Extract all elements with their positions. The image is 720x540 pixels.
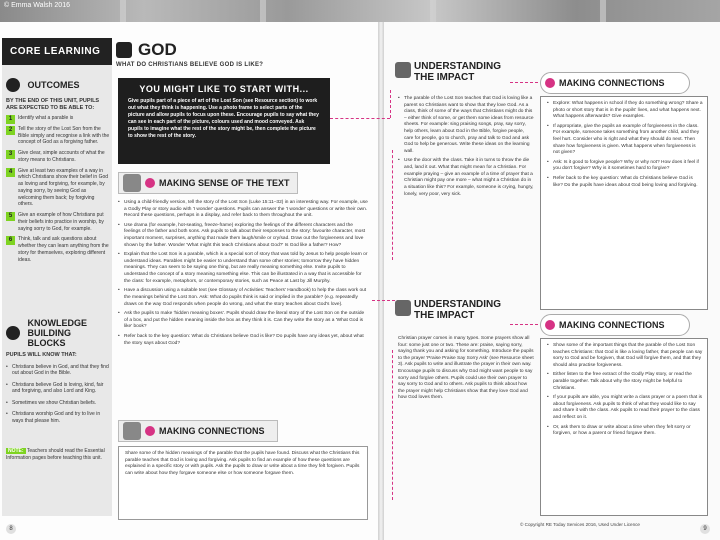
page-number-left: 8 — [6, 524, 16, 534]
making-connections-body-right-2 — [547, 343, 703, 441]
book-icon — [123, 174, 141, 192]
list-item: • Have a discussion using a suitable text (see Glossary of Activities: Teachers' Handbook) to help the class work out the meanings behind the Lost Son. Ask: What do pupils think is said or implied in the parable? (e.g. repeatedly draws on the way God responds when people do wrong, and what the story teaches about God's love). — [118, 288, 368, 308]
list-item: • Use the door with the class. Take it in turns to throw the die and, land it out. What that might mean for a Christian. For example praying – give an example of a time of prayer that a Christian might pay one more – what might a Christian do in a situation like this? For example, someone is crying, hungry, lonely, very poor, very sick. — [398, 158, 534, 198]
outcome-item: 6 Think, talk and ask questions about whether they can learn anything from the story for themselves, exploring different ideas. — [6, 236, 110, 263]
connections-icon — [123, 422, 141, 440]
copyright-top: © Emma Walsh 2016 — [4, 2, 70, 9]
bullet-dot-icon — [145, 178, 155, 188]
list-item: • The parable of the Lost Son teaches that God is loving like a parent so Christians want to show that they love God. As a class, think of some of the ways that Christians might do this – either think of some, or get them some ideas from resource sheets. For example: sing praising songs, pray, say sorry, help others, learn about God in the Bible, forgive people, care for people, go to church, pray and talk to God and ask God to help be generous. Write these ideas on the learning wall. — [398, 96, 534, 155]
blocks-icon — [6, 326, 20, 340]
lightbulb-icon — [395, 62, 411, 78]
page-number-right: 9 — [700, 524, 710, 534]
outcome-item: 1 Identify what a parable is — [6, 115, 110, 122]
flow-arrow — [330, 118, 390, 119]
kb-item: • Christians worship God and try to live in ways that please him. — [6, 411, 110, 424]
start-with-box — [118, 78, 330, 164]
start-with-text: Give pupils part of a piece of art of the Lost Son (see Resource section) to work out what they think is happening. Use a photo frame to select parts of the picture and allow pupils to focus upon these. Encourage pupils to say what they can see in each part of the picture, colours used and mood conveyed. Ask pupils to imagine what the rest of the story might be, then complete the picture to show the rest of the story. — [128, 98, 319, 139]
understanding-impact-title-2: UNDERSTANDING THE IMPACT — [414, 299, 502, 321]
outcome-item: 3 Give clear, simple accounts of what the story means to Christians. — [6, 150, 110, 164]
start-with-title: YOU MIGHT LIKE TO START WITH... — [139, 84, 309, 94]
unit-icon — [116, 42, 132, 58]
unit-title: GOD — [138, 40, 177, 59]
making-connections-title-right-2: MAKING CONNECTIONS — [559, 320, 665, 330]
list-item: • If your pupils are able, you might write a class prayer or a poem that is about forgiveness. Ask pupils to think of what they would like to say and share it with the class. Ask pupils to read their prayer to the class and reflect on it. — [547, 395, 703, 421]
bullet-dot-icon — [545, 78, 555, 88]
list-item: • Explore: What happens in school if they do something wrong? Share a photo or short story that is in the pupils' lives, and what happens next. What happens afterwards? Give examples. — [547, 101, 703, 121]
list-item: • Or, ask them to draw or write about a time when they felt sorry or forgiven, or how a parent or friend forgave them. — [547, 425, 703, 438]
making-sense-title: MAKING SENSE OF THE TEXT — [159, 178, 290, 188]
understanding-impact-title-1: UNDERSTANDING THE IMPACT — [414, 61, 502, 83]
flow-arrow — [392, 350, 393, 500]
making-connections-box-right-1 — [540, 96, 708, 310]
list-item: • Explain that the Lost Son is a parable, which is a special sort of story that was told by Jesus to help people learn or understand ideas. Parables might be easier to understand than some other stories; tomorrow they have hidden meanings. They can seem to be saying one thing, but are really meaning something else. Invite pupils to understand the concept of a story meaning something else. This can be illustrated in a way that is accessible for the class: for example, metaphors, or contemporary stories, such as Peace at Last by Jill Murphy. — [118, 252, 368, 285]
list-item: • Show some of the important things that the parable of the Lost Son teaches Christians: that God is like a loving father, that people can say sorry to God and be forgiven, that God will forgive them, and that they should also practise forgiveness. — [547, 343, 703, 369]
core-learning-sidebar — [2, 38, 112, 516]
knowledge-building-section — [6, 318, 110, 424]
teacher-note — [6, 448, 110, 462]
list-item: • Using a child-friendly version, tell the story of the Lost Son (Luke 15:11–32) in an interesting way. For example, use a Godly Play or story audio with 'I wonder' questions. Pupils can answer the 'I wonder' questions or write their own. Record these questions, perhaps in a display, and refer back to them throughout the unit. — [118, 200, 368, 220]
kb-item: • Christians believe in God, and that they find out about God in the Bible. — [6, 364, 110, 377]
making-connections-title-left: MAKING CONNECTIONS — [159, 426, 265, 436]
making-connections-text-left: Share some of the hidden meanings of the parable that the pupils have found. Discuss what the Christians this parable teaches that God is loving and forgiving. Ask pupils to find an example of how these questions are explained in a specific story or with pupils. Ask the pupils to draw or write about a time they felt forgiven. Pupils can write about how they forgave someone else or how someone forgave them. — [125, 451, 360, 476]
core-learning-header: CORE LEARNING — [2, 38, 112, 65]
making-connections-header-left — [118, 420, 278, 442]
target-icon — [6, 78, 20, 92]
list-item: • Use drama (for example, hot-seating, freeze-frame) exploring the feelings of the different characters and the feelings of the father and both sons. Ask pupils to talk about their responses to the story: favourite character, most important moment, surprises, anything that made them laugh/smile or cry/sad. Draw out the forgiveness and love shown by the father. Wonder 'What might this teach Christians about God?' Is God like a father? How? — [118, 223, 368, 249]
list-item: • Refer back to the key question: What do Christians believe God is like? Do the pupils have ideas about God being loving and forgiving. — [547, 176, 703, 189]
making-connections-title-right-1: MAKING CONNECTIONS — [559, 78, 665, 88]
outcomes-title: OUTCOMES — [27, 79, 80, 90]
understanding-impact-body-1 — [398, 96, 534, 201]
outcomes-subtitle: BY THE END OF THIS UNIT, PUPILS ARE EXPECTED TO BE ABLE TO: — [6, 98, 100, 111]
list-item: • Ask: Is it good to forgive people? Why or why not? How does it feel if you don't forgive? Why is it sometimes hard to forgive? — [547, 160, 703, 173]
bullet-dot-icon — [545, 320, 555, 330]
list-item: • If appropriate, give the pupils an example of forgiveness in the class. For example, someone takes something from another child, and they feel hurt. Consider who is right and what they should do next. Then share how forgiveness is given. What happens when forgiveness is not given? — [547, 124, 703, 157]
outcome-item: 5 Give an example of how Christians put their beliefs into practice in worship, by saying sorry to God, for example. — [6, 212, 110, 232]
making-connections-header-right-2 — [540, 314, 690, 336]
list-item: • Ask the pupils to make 'hidden meaning boxes'. Pupils should draw the literal story of the Lost Son on the outside of a box, and put the hidden meaning inside the box as they think it is. Can they write the story as a 'What God is like' book? — [118, 311, 368, 331]
flow-arrow — [510, 324, 538, 325]
note-text: Teachers should read the Essential Information pages before teaching this unit. — [6, 448, 105, 461]
making-connections-body-right-1 — [547, 101, 703, 192]
kb-item: • Sometimes we show Christian beliefs. — [6, 400, 110, 407]
making-connections-box-left — [118, 446, 368, 520]
list-item: • Refer back to the key question: What do Christians believe God is like? Do pupils have any ideas yet, about what the story says about God? — [118, 334, 368, 347]
lightbulb-icon — [395, 300, 411, 316]
kb-title: KNOWLEDGE BUILDING BLOCKS — [27, 318, 87, 348]
book-gutter — [378, 22, 384, 540]
kb-subtitle: PUPILS WILL KNOW THAT: — [6, 352, 77, 358]
note-label: NOTE: — [8, 448, 24, 454]
understanding-impact-body-2: Christian prayer comes in many types. Some prayers show all four: some just one or two. These are: praise, saying sorry, saying thank you and asking for something. Introduce the pupils to the prayer 'Praise Praise Say Sorry Ask' (see Resource sheet 3). Ask pupils to write and illustrate the prayer in their own way. Encourage pupils to discuss why God might want people to say sorry and forgive others. Pupils could use their own prayer to say sorry to God and to others. Ask pupils to think about how the prayer might help Christians show that they love God and how God loves them. — [398, 336, 534, 401]
outcome-item: 4 Give at least two examples of a way in which Christians show their belief in God as loving and forgiving, for example, by saying sorry, by seeing God as welcoming them back; by forgiving others. — [6, 168, 110, 209]
outcomes-section — [6, 76, 110, 263]
flow-arrow — [510, 82, 538, 83]
kb-item: • Christians believe God is loving, kind, fair and forgiving, and also Lord and King. — [6, 382, 110, 395]
list-item: • Either listen to the free extract of the Godly Play story, or read the parable together. Talk about why the story might be helpful to Christians. — [547, 372, 703, 392]
making-sense-body — [118, 200, 368, 350]
footer-copyright: © Copyright RE Today Services 2016, Used Under Licence — [520, 522, 640, 527]
unit-subtitle: WHAT DO CHRISTIANS BELIEVE GOD IS LIKE? — [116, 62, 264, 68]
flow-arrow — [390, 90, 391, 118]
making-connections-header-right-1 — [540, 72, 690, 94]
making-sense-header — [118, 172, 298, 194]
bullet-dot-icon — [145, 426, 155, 436]
outcome-item: 2 Tell the story of the Lost Son from the Bible simply and recognise a link with the concept of God as a forgiving father. — [6, 126, 110, 146]
flow-arrow — [392, 150, 393, 260]
making-connections-box-right-2 — [540, 338, 708, 516]
